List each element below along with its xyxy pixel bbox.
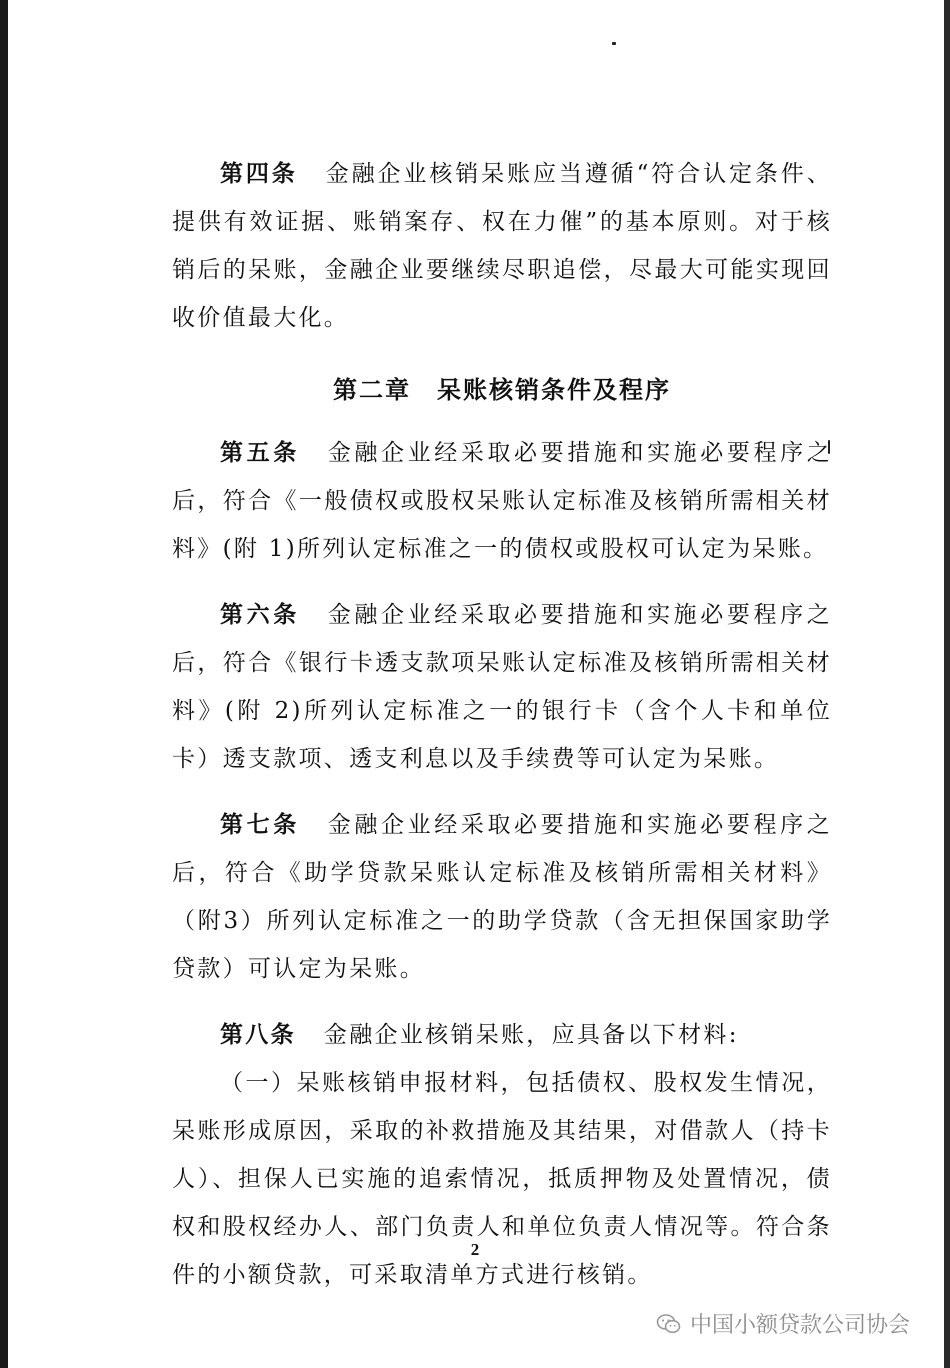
- scan-edge-left: [0, 0, 8, 1368]
- watermark: [656, 1308, 910, 1339]
- article-8-item-1: （一）呆账核销申报材料，包括债权、股权发生情况，呆账形成原因，采取的补救措施及其结果，对借款人（持卡人）、担保人已实施的追索情况，抵质押物及处置情况，债权和股权经办人、部门负责人和单位负责人情况等。符合条件的小额贷款，可采取清单方式进行核销。: [172, 1070, 832, 1288]
- article-label: 第四条: [220, 160, 298, 187]
- watermark-text: 中国小额贷款公司协会: [690, 1313, 911, 1338]
- article-label: 第六条: [220, 601, 300, 628]
- article-4: [172, 150, 832, 342]
- article-text: 金融企业核销呆账，应具备以下材料:: [323, 1022, 739, 1048]
- chapter-title: 第二章 呆账核销条件及程序: [333, 375, 671, 404]
- article-6: [172, 591, 832, 783]
- article-text: 金融企业核销呆账应当遵循“符合认定条件、提供有效证据、账销案存、权在力催”的基本原则。对于核销后的呆账，金融企业要继续尽职追偿，尽最大可能实现回收价值最大化。: [172, 161, 832, 331]
- article-label: 第八条: [220, 1021, 296, 1048]
- page-number: 2: [470, 1240, 480, 1259]
- document-body: [172, 150, 832, 1299]
- article-text: 金融企业经采取必要措施和实施必要程序之后，符合《银行卡透支款项呆账认定标准及核销所需相关材料》(附 2)所列认定标准之一的银行卡（含个人卡和单位卡）透支款项、透支利息以及手续费等可认定为呆账。: [172, 602, 833, 772]
- scan-speck: [612, 42, 616, 45]
- article-label: 第七条: [220, 811, 300, 838]
- article-text: 金融企业经采取必要措施和实施必要程序之后，符合《助学贷款呆账认定标准及核销所需相关材料》（附3）所列认定标准之一的助学贷款（含无担保国家助学贷款）可认定为呆账。: [172, 812, 833, 982]
- wechat-icon: [656, 1311, 682, 1337]
- article-7: [172, 801, 832, 993]
- article-5: [172, 429, 832, 573]
- article-8: [172, 1011, 832, 1059]
- article-text: 金融企业经采取必要措施和实施必要程序之后，符合《一般债权或股权呆账认定标准及核销所需相关材料》(附 1)所列认定标准之一的债权或股权可认定为呆账。: [172, 440, 833, 562]
- scan-edge-right: [944, 0, 950, 1368]
- article-label: 第五条: [220, 439, 300, 466]
